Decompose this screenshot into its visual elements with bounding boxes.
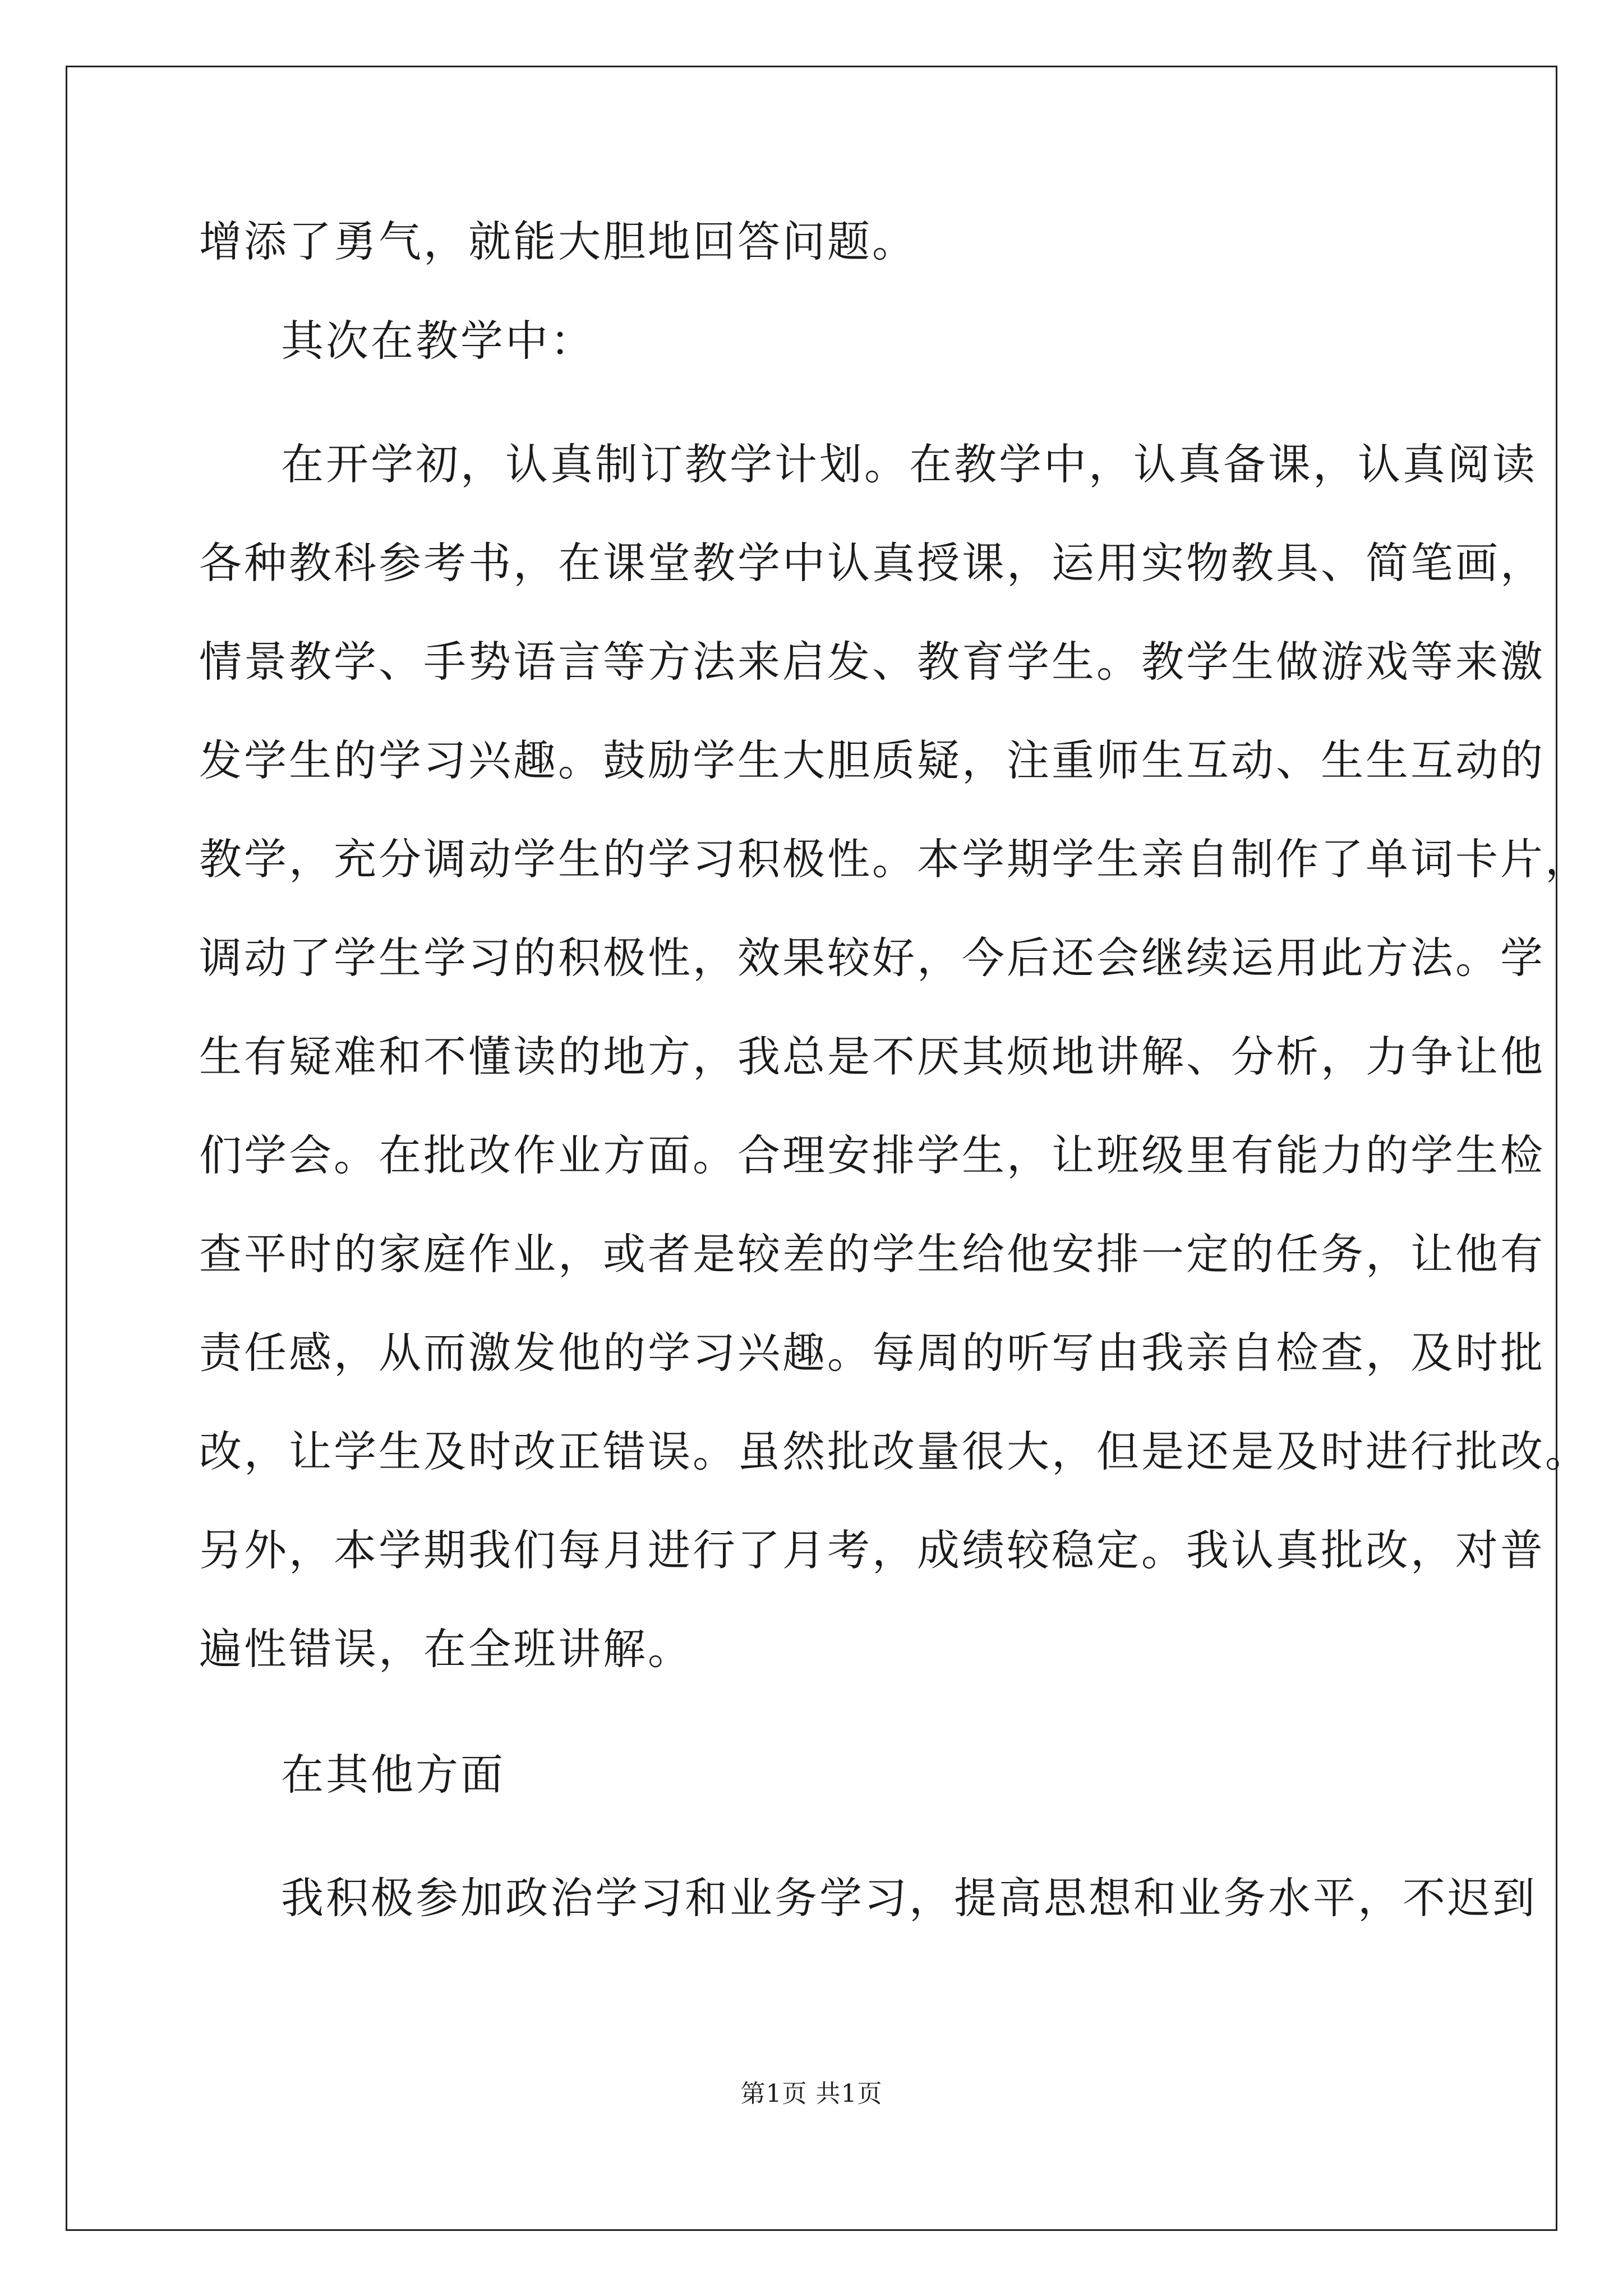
text-line: 各种教科参考书，在课堂教学中认真授课，运用实物教具、简笔画， <box>199 538 1545 588</box>
paragraph-start-line: 我积极参加政治学习和业务学习，提高思想和业务水平，不迟到 <box>281 1873 1537 1923</box>
text-line: 查平时的家庭作业，或者是较差的学生给他安排一定的任务，让他有 <box>199 1229 1545 1279</box>
page-number: 第1页 共1页 <box>740 2079 883 2108</box>
section-heading: 在其他方面 <box>281 1750 505 1800</box>
text-line: 教学，充分调动学生的学习积极性。本学期学生亲自制作了单词卡片， <box>199 834 1590 884</box>
text-line: 发学生的学习兴趣。鼓励学生大胆质疑，注重师生互动、生生互动的 <box>199 735 1545 785</box>
section-heading: 其次在教学中： <box>281 316 595 366</box>
text-line: 遍性错误，在全班讲解。 <box>199 1624 693 1674</box>
text-line: 改，让学生及时改正错误。虽然批改量很大，但是还是及时进行批改。 <box>199 1427 1590 1476</box>
text-line: 情景教学、手势语言等方法来启发、教育学生。教学生做游戏等来激 <box>199 637 1545 687</box>
text-line: 责任感，从而激发他的学习兴趣。每周的听写由我亲自检查，及时批 <box>199 1328 1545 1378</box>
paragraph-start-line: 在开学初，认真制订教学计划。在教学中，认真备课，认真阅读 <box>281 439 1537 489</box>
text-line: 另外，本学期我们每月进行了月考，成绩较稳定。我认真批改，对普 <box>199 1525 1545 1575</box>
text-line: 们学会。在批改作业方面。合理安排学生，让班级里有能力的学生检 <box>199 1130 1545 1180</box>
text-line: 调动了学生学习的积极性，效果较好，今后还会继续运用此方法。学 <box>199 933 1545 983</box>
text-line: 生有疑难和不懂读的地方，我总是不厌其烦地讲解、分析，力争让他 <box>199 1032 1545 1082</box>
page-footer <box>0 2078 1623 2110</box>
text-line: 增添了勇气，就能大胆地回答问题。 <box>199 217 917 266</box>
